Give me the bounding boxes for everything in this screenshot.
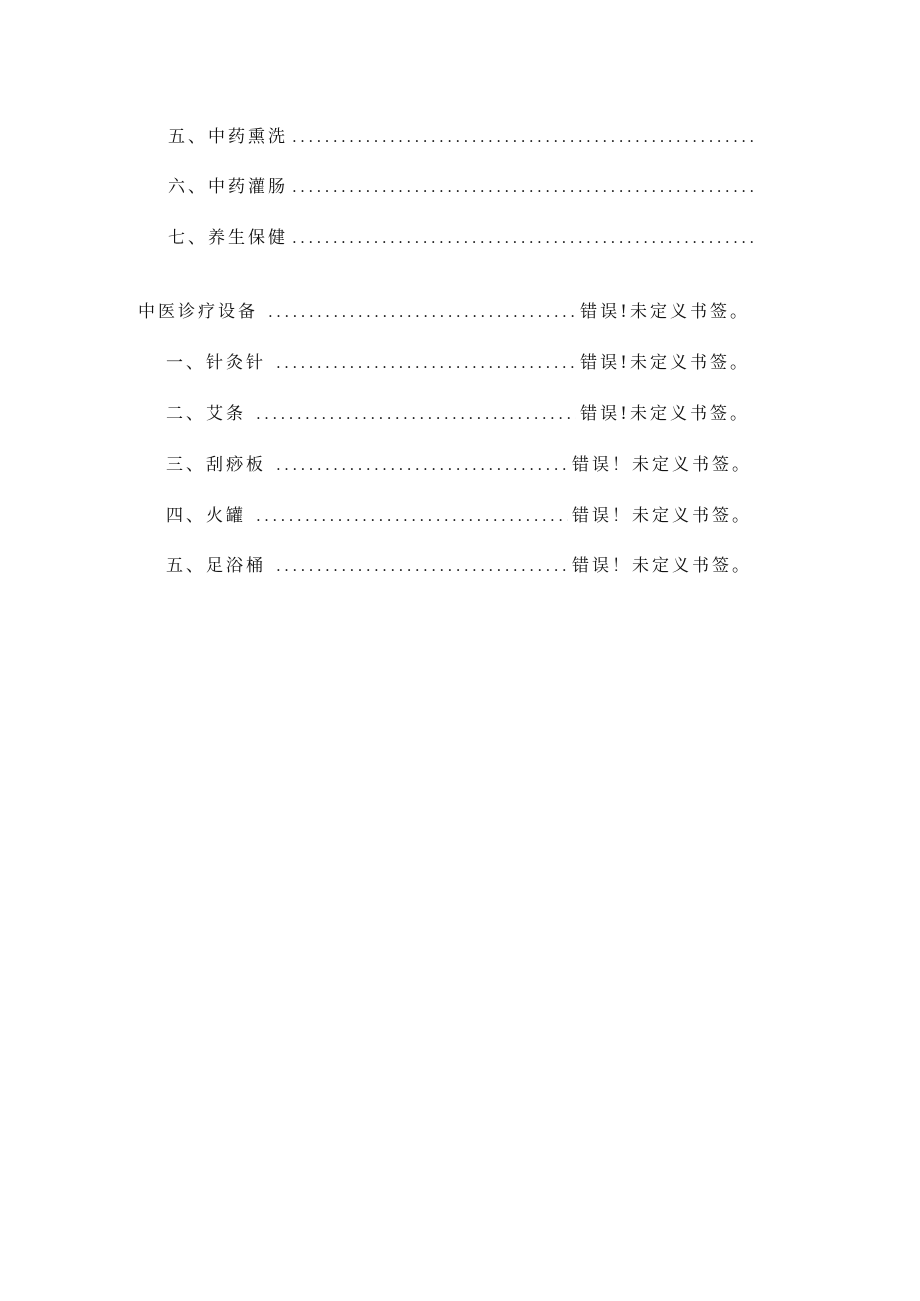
toc-entry-zuyu-tong[interactable] [166, 553, 752, 579]
toc-entry-huoguan[interactable] [166, 503, 752, 529]
toc-dot-leader [256, 503, 568, 529]
toc-entry-label: 七、养生保健 [168, 228, 288, 248]
toc-page-ref: 错误!未定义书签。 [580, 353, 750, 373]
toc-page-ref: 错误!未定义书签。 [580, 302, 750, 322]
toc-dot-leader [292, 124, 756, 150]
toc-dot-leader [276, 452, 568, 478]
toc-entry-label: 五、足浴桶 [166, 556, 266, 576]
toc-dot-leader [292, 225, 754, 251]
toc-entry-zhongyao-xunxi[interactable] [168, 124, 760, 150]
toc-page-ref: 错误！未定义书签。 [572, 506, 752, 526]
toc-entry-label: 六、中药灌肠 [168, 177, 288, 197]
toc-entry-label: 五、中药熏洗 [168, 127, 288, 147]
toc-page-ref: 错误！未定义书签。 [572, 556, 752, 576]
toc-section-zhenliao-shebei[interactable] [138, 299, 750, 325]
toc-entry-yangsheng-baojian[interactable] [168, 225, 758, 251]
toc-section-label: 中医诊疗设备 [138, 302, 258, 322]
toc-page-ref: 错误!未定义书签。 [580, 404, 750, 424]
toc-entry-zhongyao-guanchang[interactable] [168, 174, 758, 200]
toc-dot-leader [292, 174, 754, 200]
toc-dot-leader [268, 299, 576, 325]
toc-entry-label: 一、针灸针 [166, 353, 266, 373]
toc-entry-label: 二、艾条 [166, 404, 246, 424]
toc-entry-zhenjiu-zhen[interactable] [166, 350, 750, 376]
toc-dot-leader [276, 350, 576, 376]
toc-entry-aitiao[interactable] [166, 401, 750, 427]
toc-entry-label: 四、火罐 [166, 506, 246, 526]
toc-dot-leader [276, 553, 568, 579]
toc-entry-label: 三、刮痧板 [166, 455, 266, 475]
toc-page-ref: 错误！未定义书签。 [572, 455, 752, 475]
toc-entry-guasha-ban[interactable] [166, 452, 752, 478]
toc-dot-leader [256, 401, 576, 427]
